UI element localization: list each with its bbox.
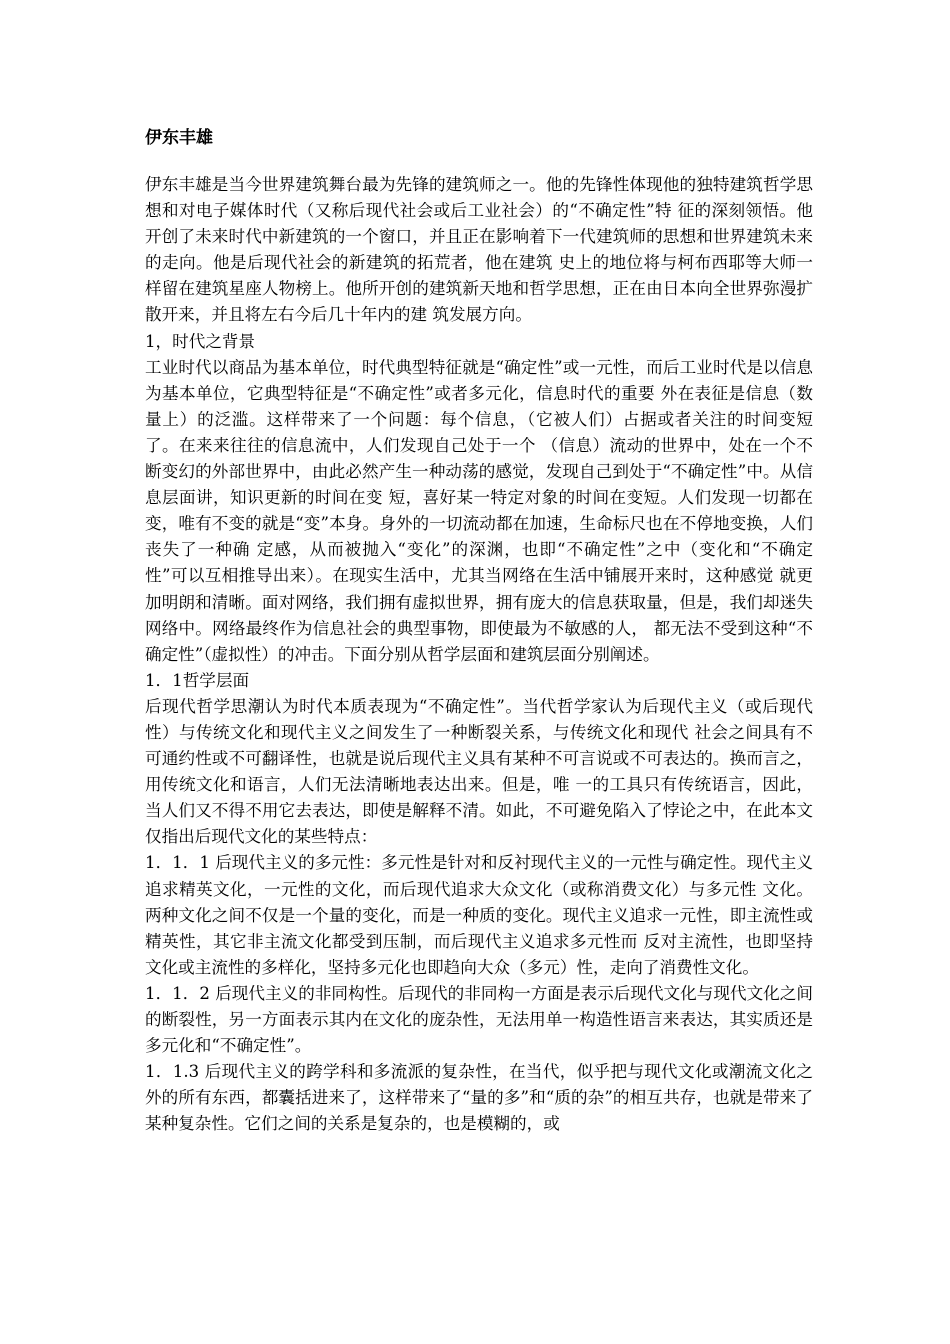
section-heading-era-background: 1，时代之背景 [145, 331, 256, 351]
paragraph-non-isomorphism: 1．1．2 后现代主义的非同构性。后现代的非同构一方面是表示后现代文化与现代文化之间的断裂性，另一方面表示其内在文化的庞杂性，无法用单一构造性语言来表达，其实质还是多元化和“不确定性”。 [145, 983, 813, 1056]
document-body [145, 172, 813, 1137]
document-title: 伊东丰雄 [145, 128, 213, 148]
paragraph-complexity: 1．1.3 后现代主义的跨学科和多流派的复杂性，在当代，似乎把与现代文化或潮流文化之外的所有东西，都囊括进来了，这样带来了“量的多”和“质的杂”的相互共存，也就是带来了某种复杂性。它们之间的关系是复杂的，也是模糊的，或 [145, 1062, 813, 1134]
paragraph-philosophy: 后现代哲学思潮认为时代本质表现为“不确定性”。当代哲学家认为后现代主义（或后现代性）与传统文化和现代主义之间发生了一种断裂关系，与传统文化和现代 社会之间具有不可通约性或不可翻译性，也就是说后现代主义具有某种不可言说或不可表达的。换而言之，用传统文化和语言，人们无法清晰地表达出来。但是，唯 一的工具只有传统语言，因此，当人们又不得不用它去表达，即使是解释不清。如此，不可避免陷入了悖论之中，在此本文仅指出后现代文化的某些特点： [145, 696, 813, 847]
paragraph-intro: 伊东丰雄是当今世界建筑舞台最为先锋的建筑师之一。他的先锋性体现他的独特建筑哲学思想和对电子媒体时代（又称后现代社会或后工业社会）的“不确定性”特 征的深刻领悟。他开创了未来时代中新建筑的一个窗口，并且正在影响着下一代建筑师的思想和世界建筑未来的走向。他是后现代社会的新建筑的拓荒者，他在建筑 史上的地位将与柯布西耶等大师一样留在建筑星座人物榜上。他所开创的建筑新天地和哲学思想，正在由日本向全世界弥漫扩散开来，并且将左右今后几十年内的建 筑发展方向。 [145, 175, 813, 325]
section-heading-philosophy: 1．1哲学层面 [145, 670, 250, 690]
paragraph-era-background: 工业时代以商品为基本单位，时代典型特征就是“确定性”或一元性，而后工业时代是以信息为基本单位，它典型特征是“不确定性”或者多元化，信息时代的重要 外在表征是信息（数量上）的泛滥。这样带来了一个问题：每个信息，（它被人们）占据或者关注的时间变短了。在来来往往的信息流中，人们发现自己处于一个 （信息）流动的世界中，处在一个不断变幻的外部世界中，由此必然产生一种动荡的感觉，发现自己到处于“不确定性”中。从信息层面讲，知识更新的时间在变 短，喜好某一特定对象的时间在变短。人们发现一切都在变，唯有不变的就是“变”本身。身外的一切流动都在加速，生命标尺也在不停地变换，人们丧失了一种确 定感，从而被抛入“变化”的深渊，也即“不确定性”之中（变化和“不确定性”可以互相推导出来）。在现实生活中，尤其当网络在生活中铺展开来时，这种感觉 就更加明朗和清晰。面对网络，我们拥有虚拟世界，拥有庞大的信息获取量，但是，我们却迷失网络中。网络最终作为信息社会的典型事物，即使最为不敏感的人， 都无法不受到这种“不确定性”（虚拟性）的冲击。下面分别从哲学层面和建筑层面分别阐述。 [145, 357, 813, 664]
paragraph-pluralism: 1．1．1 后现代主义的多元性：多元性是针对和反衬现代主义的一元性与确定性。现代主义追求精英文化，一元性的文化，而后现代追求大众文化（或称消费文化）与多元性 文化。两种文化之间不仅是一个量的变化，而是一种质的变化。现代主义追求一元性，即主流性或精英性，其它非主流文化都受到压制，而后现代主义追求多元性而 反对主流性，也即坚持文化或主流性的多样化，坚持多元化也即趋向大众（多元）性，走向了消费性文化。 [145, 853, 813, 977]
